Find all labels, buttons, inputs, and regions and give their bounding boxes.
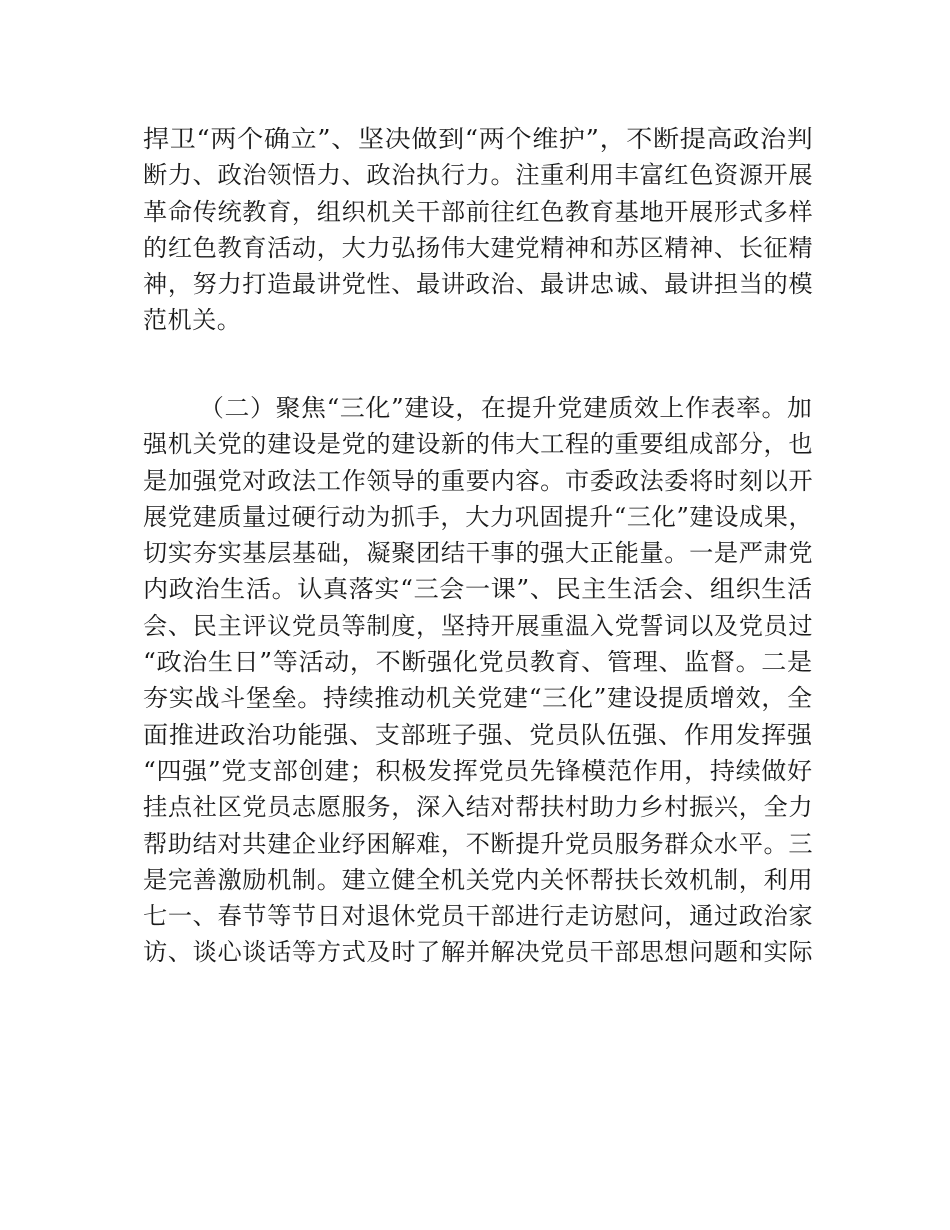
line-text: 神，努力打造最讲党性、最讲政治、最讲忠诚、最讲担当的模: [143, 270, 814, 299]
line-text: 切实夯实基层基础，凝聚团结干事的强大正能量。一是严肃党: [143, 539, 814, 568]
text-line: [143, 535, 813, 571]
line-text: 是完善激励机制。建立健全机关党内关怀帮扶长效机制，利用: [143, 865, 814, 894]
text-line: [143, 194, 813, 230]
line-text: 捍卫“两个确立”、坚决做到“两个维护”，不断提高政治判: [143, 125, 814, 153]
text-line: [143, 934, 813, 970]
line-text: 挂点社区党员志愿服务，深入结对帮扶村助力乡村振兴，全力: [143, 793, 814, 822]
text-line: [143, 608, 813, 644]
line-text: 是加强党对政法工作领导的重要内容。市委政法委将时刻以开: [143, 466, 814, 495]
text-line: [143, 463, 813, 499]
line-text: 夯实战斗堡垒。持续推动机关党建“三化”建设提质增效，全: [143, 684, 813, 713]
text-line: [143, 302, 813, 338]
text-line: [143, 680, 813, 716]
line-text: 内政治生活。认真落实“三会一课”、民主生活会、组织生活: [143, 575, 813, 604]
text-line: [143, 789, 813, 825]
text-line: [143, 426, 813, 462]
line-text: 面推进政治功能强、支部班子强、党员队伍强、作用发挥强: [143, 720, 813, 749]
line-text: 会、民主评议党员等制度，坚持开展重温入党誓词以及党员过: [143, 611, 814, 640]
line-text: 访、谈心谈话等方式及时了解并解决党员干部思想问题和实际: [143, 938, 814, 967]
text-line: [143, 121, 813, 157]
text-line: [143, 390, 813, 426]
text-line: [143, 571, 813, 607]
text-line: [143, 266, 813, 302]
line-text: 帮助结对共建企业纾困解难，不断提升党员服务群众水平。三: [143, 829, 814, 858]
text-line: [143, 499, 813, 535]
line-text: 断力、政治领悟力、政治执行力。注重利用丰富红色资源开展: [143, 161, 814, 190]
text-line: [143, 898, 813, 934]
line-text: 强机关党的建设是党的建设新的伟大工程的重要组成部分，也: [143, 430, 814, 459]
line-text: 展党建质量过硬行动为抓手，大力巩固提升“三化”建设成果，: [143, 502, 814, 531]
text-line: [143, 862, 813, 898]
text-line: [143, 644, 813, 680]
line-text: （二）聚焦“三化”建设，在提升党建质效上作表率。加: [199, 394, 813, 422]
text-line: [143, 157, 813, 193]
line-text: 革命传统教育，组织机关干部前往红色教育基地开展形式多样: [143, 197, 814, 226]
line-text: 的红色教育活动，大力弘扬伟大建党精神和苏区精神、长征精: [143, 233, 814, 262]
paragraph-2: [143, 390, 813, 971]
line-text: “政治生日”等活动，不断强化党员教育、管理、监督。二是: [143, 648, 813, 677]
text-line: [143, 230, 813, 266]
paragraph-1: [143, 121, 813, 339]
text-line: [143, 753, 813, 789]
line-text: 七一、春节等节日对退休党员干部进行走访慰问，通过政治家: [143, 902, 814, 931]
text-line: [143, 826, 813, 862]
line-text: “四强”党支部创建；积极发挥党员先锋模范作用，持续做好: [143, 756, 813, 785]
line-text: 范机关。: [143, 306, 242, 335]
text-line: [143, 717, 813, 753]
